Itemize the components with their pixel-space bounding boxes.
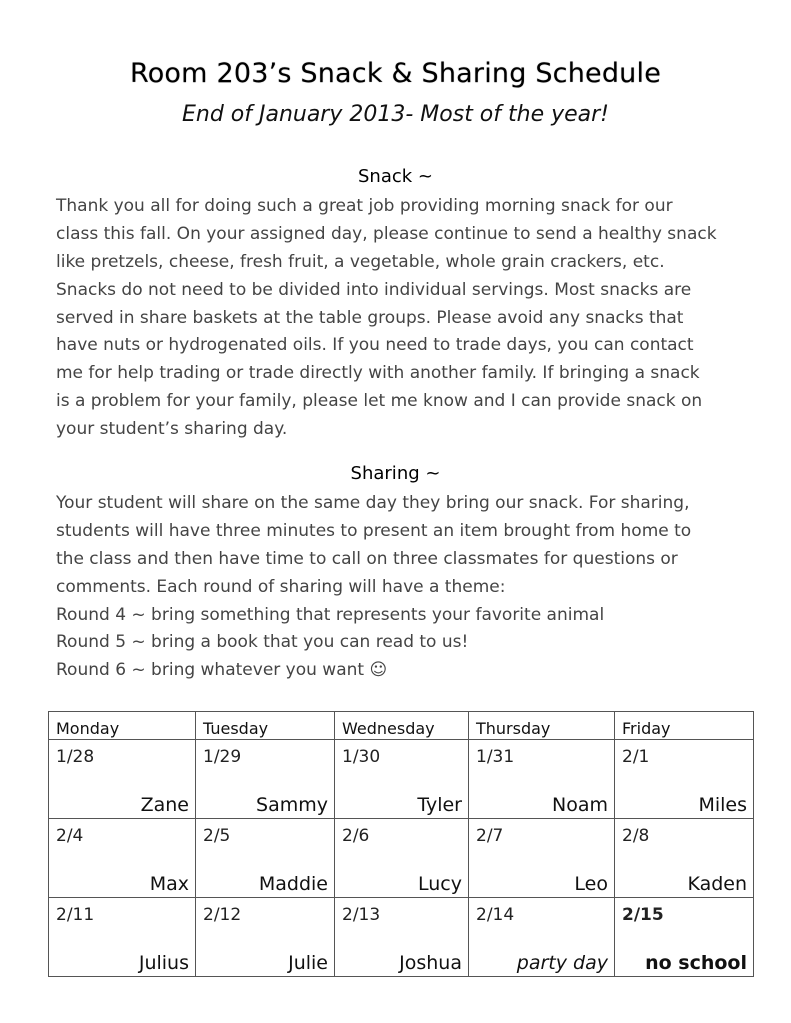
snack-paragraph <box>56 193 756 444</box>
day-header: Friday <box>615 712 754 740</box>
cell-student: Julie <box>288 952 328 974</box>
schedule-cell <box>469 740 615 819</box>
cell-student: Maddie <box>258 873 328 895</box>
cell-student: Tyler <box>417 794 462 816</box>
schedule-cell <box>49 740 196 819</box>
schedule-cell <box>335 898 469 977</box>
snack-line: class this fall. On your assigned day, please continue to send a healthy snack <box>56 223 717 244</box>
sharing-line: Your student will share on the same day they bring our snack. For sharing, <box>56 493 690 513</box>
schedule-week-row <box>49 740 754 819</box>
schedule-cell <box>469 898 615 977</box>
cell-date: 2/5 <box>203 826 231 846</box>
schedule-week-row <box>49 819 754 898</box>
schedule-cell <box>49 898 196 977</box>
schedule-header-row <box>49 712 754 740</box>
snack-line: Snacks do not need to be divided into individual servings. Most snacks are <box>56 279 692 300</box>
sharing-heading: Sharing ~ <box>350 463 441 484</box>
cell-date: 2/7 <box>476 826 504 846</box>
snack-line: like pretzels, cheese, fresh fruit, a vegetable, whole grain crackers, etc. <box>56 251 665 272</box>
cell-student: Julius <box>138 952 189 974</box>
cell-date: 1/28 <box>56 747 95 767</box>
snack-line: have nuts or hydrogenated oils. If you need to trade days, you can contact <box>56 335 694 356</box>
schedule-table <box>48 711 754 977</box>
cell-date: 2/8 <box>622 826 650 846</box>
sharing-line: Round 6 ~ bring whatever you want ☺ <box>56 660 388 681</box>
schedule-cell <box>615 898 754 977</box>
cell-date: 2/11 <box>56 905 95 925</box>
schedule-cell <box>196 898 335 977</box>
schedule-cell <box>196 740 335 819</box>
schedule-cell <box>335 819 469 898</box>
cell-student: Lucy <box>418 873 462 895</box>
cell-date: 2/15 <box>622 905 664 925</box>
day-header: Wednesday <box>335 712 469 740</box>
snack-heading: Snack ~ <box>358 166 433 187</box>
sharing-line: the class and then have time to call on three classmates for questions or <box>56 548 678 569</box>
cell-date: 2/6 <box>342 826 370 846</box>
sharing-line: Round 4 ~ bring something that represents your favorite animal <box>56 604 605 625</box>
sharing-line: students will have three minutes to present an item brought from home to <box>56 520 692 541</box>
schedule-cell <box>196 819 335 898</box>
cell-date: 1/31 <box>476 747 515 767</box>
cell-date: 2/1 <box>622 747 650 767</box>
schedule-cell <box>49 819 196 898</box>
cell-date: 2/13 <box>342 905 381 925</box>
cell-student: Noam <box>552 794 608 816</box>
snack-line: is a problem for your family, please let me know and I can provide snack on <box>56 391 703 412</box>
cell-student: Joshua <box>399 952 462 974</box>
snack-line: served in share baskets at the table groups. Please avoid any snacks that <box>56 307 684 328</box>
schedule-cell <box>615 819 754 898</box>
page-subtitle: End of January 2013- Most of the year! <box>181 102 610 127</box>
cell-date: 2/12 <box>203 905 242 925</box>
snack-line: Thank you all for doing such a great job providing morning snack for our <box>56 196 673 216</box>
cell-student: Sammy <box>256 794 328 816</box>
schedule-week-row <box>49 898 754 977</box>
sharing-line: Round 5 ~ bring a book that you can read to us! <box>56 632 469 653</box>
sharing-paragraph <box>56 490 756 685</box>
cell-student: Leo <box>574 873 608 895</box>
snack-line: your student’s sharing day. <box>56 419 288 440</box>
sharing-line: comments. Each round of sharing will have a theme: <box>56 576 506 597</box>
cell-date: 1/29 <box>203 747 242 767</box>
cell-student: Miles <box>698 794 747 816</box>
schedule-cell <box>469 819 615 898</box>
cell-date: 2/4 <box>56 826 84 846</box>
snack-line: me for help trading or trade directly with another family. If bringing a snack <box>56 363 700 384</box>
cell-student: Kaden <box>687 873 747 895</box>
cell-note: party day <box>516 952 608 974</box>
schedule-cell <box>615 740 754 819</box>
cell-date: 2/14 <box>476 905 515 925</box>
day-header: Thursday <box>469 712 615 740</box>
day-header: Monday <box>49 712 196 740</box>
cell-note: no school <box>645 952 747 974</box>
cell-student: Max <box>149 873 189 895</box>
cell-date: 1/30 <box>342 747 381 767</box>
day-header: Tuesday <box>196 712 335 740</box>
cell-student: Zane <box>140 794 189 816</box>
page-title: Room 203’s Snack & Sharing Schedule <box>129 58 662 89</box>
schedule-cell <box>335 740 469 819</box>
